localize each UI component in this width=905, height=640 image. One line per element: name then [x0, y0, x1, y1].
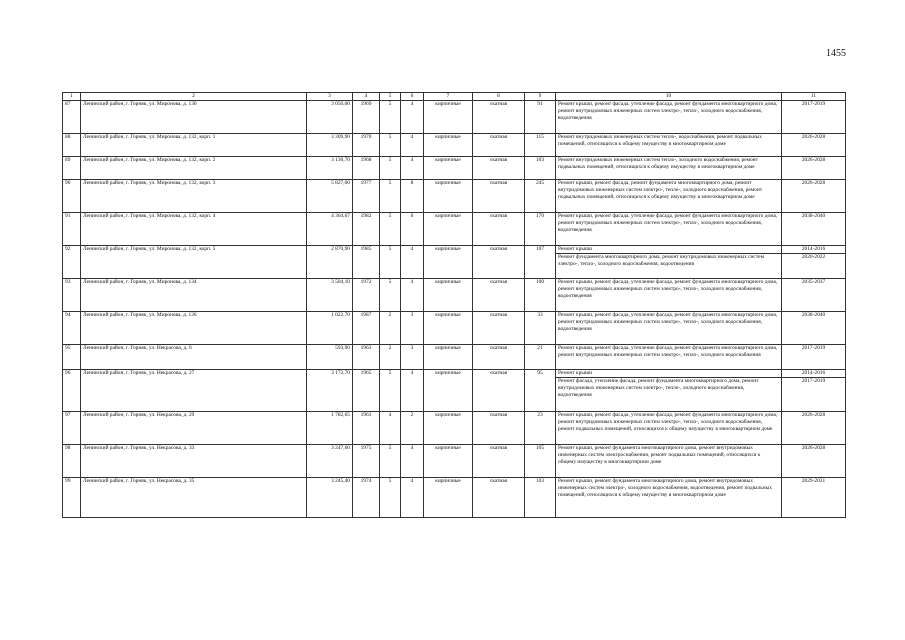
year-built-cell: 1977: [353, 180, 380, 213]
repair-work-item: Ремонт фундамента многоквартирного дома, ремонт внутридомовых инженерных систем электро-, тепло-, холодного водоснабжения, водоотведения: [556, 253, 781, 268]
repair-works-cell: [556, 370, 782, 412]
header-row: [63, 93, 846, 101]
area-cell: 3 050,00: [307, 101, 353, 134]
apartments-cell: 21: [525, 345, 556, 370]
floors-cell: 5: [380, 478, 401, 518]
repair-term-item: 2026-2028: [801, 157, 826, 163]
repair-work-item: Ремонт внутридомовых инженерных систем тепло-, водоснабжения, ремонт подвальных помещений, относящихся к общему имуществу в многоквартирном доме: [558, 134, 762, 147]
table-row: [63, 345, 846, 370]
column-header: 9: [525, 93, 556, 101]
floors-cell: 5: [380, 101, 401, 134]
term-cell: [782, 101, 846, 134]
table-row: [63, 180, 846, 213]
row-number-cell: 88: [63, 134, 81, 157]
term-cell: [782, 213, 846, 246]
entrances-cell: 3: [401, 345, 424, 370]
floors-cell: 2: [380, 312, 401, 345]
year-built-cell: 1968: [353, 157, 380, 180]
apartments-cell: 100: [525, 279, 556, 312]
apartments-cell: 33: [525, 312, 556, 345]
floors-cell: 5: [380, 279, 401, 312]
repair-work-item: Ремонт крыши, ремонт фундамента многоквартирного дома, ремонт внутридомовых инженерных систем электроснабжения, ремонт подвальных помещений, относящихся к общему имуществу в многоквартирном доме: [558, 445, 761, 465]
roof-type-cell: скатная: [473, 445, 525, 478]
repair-work-item: Ремонт крыши, ремонт фасада, утепление фасада, ремонт фундамента многоквартирного дома, ремонт внутридомовых инженерных систем электро-, тепло-, холодного водоснабжения, водоотведения: [558, 312, 778, 332]
repair-work-item: Ремонт фасада, утепление фасада, ремонт фундамента многоквартирного дома, ремонт внутридомовых инженерных систем электро-, тепло-, холодного водоснабжения, водоотведения: [556, 377, 781, 399]
entrances-cell: 8: [401, 180, 424, 213]
year-built-cell: 1987: [353, 312, 380, 345]
table-row: [63, 157, 846, 180]
term-cell: [782, 134, 846, 157]
repair-work-item: Ремонт крыши, ремонт фасада, утепление фасада, ремонт фундамента многоквартирного дома, ремонт внутридомовых инженерных систем электро-, тепло-, холодного водоснабжения, водоотведения: [558, 101, 778, 121]
apartments-cell: 91: [525, 101, 556, 134]
column-header: 11: [782, 93, 846, 101]
year-built-cell: 1982: [353, 213, 380, 246]
area-cell: 3 245,40: [307, 478, 353, 518]
floors-cell: 5: [380, 157, 401, 180]
column-header: 5: [380, 93, 401, 101]
floors-cell: 5: [380, 370, 401, 412]
apartments-cell: 245: [525, 180, 556, 213]
wall-material-cell: кирпичные: [424, 370, 473, 412]
repair-term-item: 2020-2022: [782, 253, 845, 261]
term-cell: [782, 445, 846, 478]
roof-type-cell: скатная: [473, 246, 525, 279]
apartments-cell: 107: [525, 246, 556, 279]
entrances-cell: 4: [401, 101, 424, 134]
term-cell: [782, 279, 846, 312]
address-cell: Ленинский район, г. Горняк, ул. Некрасова, д. 29: [81, 412, 307, 445]
apartments-cell: 115: [525, 134, 556, 157]
table-row: [63, 134, 846, 157]
address-cell: Ленинский район, г. Горняк, ул. Миронова, д. 132, корп. 4: [81, 213, 307, 246]
repair-works-cell: [556, 180, 782, 213]
term-cell: [782, 370, 846, 412]
roof-type-cell: скатная: [473, 279, 525, 312]
term-cell: [782, 412, 846, 445]
repair-works-cell: [556, 157, 782, 180]
roof-type-cell: скатная: [473, 157, 525, 180]
address-cell: Ленинский район, г. Горняк, ул. Миронова, д. 136: [81, 312, 307, 345]
row-number-cell: 91: [63, 213, 81, 246]
apartments-cell: 103: [525, 478, 556, 518]
address-cell: Ленинский район, г. Горняк, ул. Миронова, д. 132, корп. 3: [81, 180, 307, 213]
address-cell: Ленинский район, г. Горняк, ул. Миронова, д. 132, корп. 2: [81, 157, 307, 180]
column-header: 10: [556, 93, 782, 101]
address-cell: Ленинский район, г. Горняк, ул. Некрасова, д. 35: [81, 478, 307, 518]
floors-cell: 5: [380, 134, 401, 157]
wall-material-cell: кирпичные: [424, 101, 473, 134]
repair-term-item: 2017-2019: [801, 345, 826, 351]
row-number-cell: 92: [63, 246, 81, 279]
wall-material-cell: кирпичные: [424, 134, 473, 157]
column-header: 1: [63, 93, 81, 101]
row-number-cell: 98: [63, 445, 81, 478]
area-cell: 4 364,67: [307, 213, 353, 246]
repair-term-item: 2017-2019: [782, 377, 845, 385]
year-built-cell: 1985: [353, 246, 380, 279]
repair-term-item: 2038-2040: [801, 312, 826, 318]
table-row: [63, 213, 846, 246]
area-cell: 3 130,70: [307, 157, 353, 180]
entrances-cell: 4: [401, 246, 424, 279]
entrances-cell: 4: [401, 279, 424, 312]
page-number: 1455: [826, 48, 846, 59]
repair-term-item: 2014-2016: [801, 246, 826, 252]
address-cell: Ленинский район, г. Горняк, ул. Миронова, д. 134: [81, 279, 307, 312]
repair-works-cell: [556, 101, 782, 134]
repair-term-item: 2035-2037: [801, 279, 826, 285]
year-built-cell: 1975: [353, 445, 380, 478]
area-cell: 3 504,10: [307, 279, 353, 312]
repair-work-item: Ремонт крыши: [558, 246, 592, 252]
address-cell: Ленинский район, г. Горняк, ул. Миронова, д. 132, корп. 5: [81, 246, 307, 279]
floors-cell: 4: [380, 412, 401, 445]
year-built-cell: 1974: [353, 478, 380, 518]
year-built-cell: 1965: [353, 370, 380, 412]
entrances-cell: 4: [401, 157, 424, 180]
floors-cell: 5: [380, 180, 401, 213]
column-header: 8: [473, 93, 525, 101]
area-cell: 2 870,90: [307, 246, 353, 279]
repair-works-cell: [556, 312, 782, 345]
roof-type-cell: скатная: [473, 370, 525, 412]
address-cell: Ленинский район, г. Горняк, ул. Миронова, д. 130: [81, 101, 307, 134]
column-header: 2: [81, 93, 307, 101]
repair-work-item: Ремонт крыши, ремонт фасада, утепление фасада, ремонт фундамента многоквартирного дома, ремонт внутридомовых инженерных систем электро-, тепло-, холодного водоснабжения, водоотведения: [558, 213, 778, 233]
repair-works-cell: [556, 445, 782, 478]
apartments-cell: 103: [525, 157, 556, 180]
year-built-cell: 1972: [353, 279, 380, 312]
apartments-cell: 23: [525, 412, 556, 445]
repair-works-cell: [556, 478, 782, 518]
area-cell: 3 247,60: [307, 445, 353, 478]
repair-term-item: 2026-2028: [801, 134, 826, 140]
row-number-cell: 89: [63, 157, 81, 180]
wall-material-cell: кирпичные: [424, 213, 473, 246]
wall-material-cell: кирпичные: [424, 279, 473, 312]
apartments-cell: 105: [525, 445, 556, 478]
repair-works-cell: [556, 213, 782, 246]
wall-material-cell: кирпичные: [424, 478, 473, 518]
repair-works-cell: [556, 412, 782, 445]
row-number-cell: 99: [63, 478, 81, 518]
repair-term-item: 2014-2016: [801, 370, 826, 376]
roof-type-cell: скатная: [473, 478, 525, 518]
entrances-cell: 6: [401, 213, 424, 246]
table-row: [63, 246, 846, 279]
year-built-cell: 1970: [353, 134, 380, 157]
entrances-cell: 2: [401, 412, 424, 445]
repair-term-item: 2026-2028: [801, 445, 826, 451]
area-cell: 3 172,70: [307, 370, 353, 412]
entrances-cell: 4: [401, 370, 424, 412]
table-row: [63, 412, 846, 445]
column-header: 6: [401, 93, 424, 101]
repair-work-item: Ремонт крыши, ремонт фасада, ремонт фундамента многоквартирного дома, ремонт внутридомовых инженерных систем электро-, тепло-, холодного водоснабжения, ремонт подвальных помещений, относящихся к общему имуществу в многоквартирном доме: [558, 180, 763, 200]
repair-term-item: 2026-2028: [801, 412, 826, 418]
address-cell: Ленинский район, г. Горняк, ул. Некрасова, д. 33: [81, 445, 307, 478]
apartments-cell: 95: [525, 370, 556, 412]
roof-type-cell: скатная: [473, 312, 525, 345]
entrances-cell: 3: [401, 312, 424, 345]
roof-type-cell: скатная: [473, 412, 525, 445]
wall-material-cell: кирпичные: [424, 412, 473, 445]
term-cell: [782, 180, 846, 213]
entrances-cell: 4: [401, 134, 424, 157]
roof-type-cell: скатная: [473, 213, 525, 246]
address-cell: Ленинский район, г. Горняк, ул. Некрасова, д. 27: [81, 370, 307, 412]
entrances-cell: 4: [401, 445, 424, 478]
repair-work-item: Ремонт крыши, ремонт фасада, утепление фасада, ремонт фундамента многоквартирного дома, ремонт внутридомовых инженерных систем электро-, тепло-, холодного водоснабжения, водоотведения: [558, 279, 778, 299]
repair-work-item: Ремонт крыши, ремонт фундамента многоквартирного дома, ремонт внутридомовых инженерных систем электро-, холодного водоснабжения, водоотведения, ремонт подвальных помещений, относящихся к общему имуществу в многоквартирном доме: [558, 478, 772, 498]
wall-material-cell: кирпичные: [424, 445, 473, 478]
area-cell: 593,90: [307, 345, 353, 370]
repair-work-item: Ремонт крыши, ремонт фасада, утепление фасада, ремонт фундамента многоквартирного дома, ремонт внутридомовых инженерных систем электро-, тепло-, холодного водоснабжения: [558, 345, 778, 358]
wall-material-cell: кирпичные: [424, 345, 473, 370]
row-number-cell: 97: [63, 412, 81, 445]
term-cell: [782, 312, 846, 345]
apartments-cell: 170: [525, 213, 556, 246]
repair-works-cell: [556, 134, 782, 157]
table-row: [63, 478, 846, 518]
term-cell: [782, 345, 846, 370]
roof-type-cell: скатная: [473, 134, 525, 157]
area-cell: 5 827,00: [307, 180, 353, 213]
repair-work-item: Ремонт крыши: [558, 370, 592, 376]
floors-cell: 5: [380, 445, 401, 478]
wall-material-cell: кирпичные: [424, 246, 473, 279]
address-cell: Ленинский район, г. Горняк, ул. Миронова, д. 132, корп. 1: [81, 134, 307, 157]
floors-cell: 5: [380, 213, 401, 246]
repair-term-item: 2038-2040: [801, 213, 826, 219]
repair-term-item: 2026-2028: [801, 180, 826, 186]
row-number-cell: 87: [63, 101, 81, 134]
roof-type-cell: скатная: [473, 101, 525, 134]
repair-term-item: 2017-2019: [801, 101, 826, 107]
housing-registry-table: [62, 92, 846, 518]
table-row: [63, 101, 846, 134]
wall-material-cell: кирпичные: [424, 180, 473, 213]
table-row: [63, 279, 846, 312]
row-number-cell: 93: [63, 279, 81, 312]
year-built-cell: 1969: [353, 101, 380, 134]
address-cell: Ленинский район, г. Горняк, ул. Некрасова, д. 6: [81, 345, 307, 370]
roof-type-cell: скатная: [473, 180, 525, 213]
term-cell: [782, 246, 846, 279]
area-cell: 3 309,90: [307, 134, 353, 157]
roof-type-cell: скатная: [473, 345, 525, 370]
year-built-cell: 1963: [353, 345, 380, 370]
entrances-cell: 4: [401, 478, 424, 518]
row-number-cell: 94: [63, 312, 81, 345]
year-built-cell: 1963: [353, 412, 380, 445]
row-number-cell: 96: [63, 370, 81, 412]
row-number-cell: 95: [63, 345, 81, 370]
repair-work-item: Ремонт внутридомовых инженерных систем тепло-, холодного водоснабжения, ремонт подвальных помещений, относящихся к общему имуществу в многоквартирном доме: [558, 157, 758, 170]
area-cell: 1 782,65: [307, 412, 353, 445]
repair-works-cell: [556, 246, 782, 279]
wall-material-cell: кирпичные: [424, 312, 473, 345]
repair-works-cell: [556, 345, 782, 370]
column-header: 3: [307, 93, 353, 101]
table-row: [63, 312, 846, 345]
floors-cell: 5: [380, 246, 401, 279]
table-row: [63, 445, 846, 478]
row-number-cell: 90: [63, 180, 81, 213]
column-header: 7: [424, 93, 473, 101]
area-cell: 1 022,70: [307, 312, 353, 345]
repair-works-cell: [556, 279, 782, 312]
term-cell: [782, 157, 846, 180]
column-header: 4: [353, 93, 380, 101]
wall-material-cell: кирпичные: [424, 157, 473, 180]
repair-term-item: 2029-2031: [801, 478, 826, 484]
table-row: [63, 370, 846, 412]
repair-work-item: Ремонт крыши, ремонт фасада, утепление фасада, ремонт фундамента многоквартирного дома, ремонт внутридомовых инженерных систем электро-, тепло-, холодного водоснабжения, ремонт подвальных помещений, относящихся к общему имуществу в многоквартирном доме: [558, 412, 778, 432]
term-cell: [782, 478, 846, 518]
floors-cell: 2: [380, 345, 401, 370]
